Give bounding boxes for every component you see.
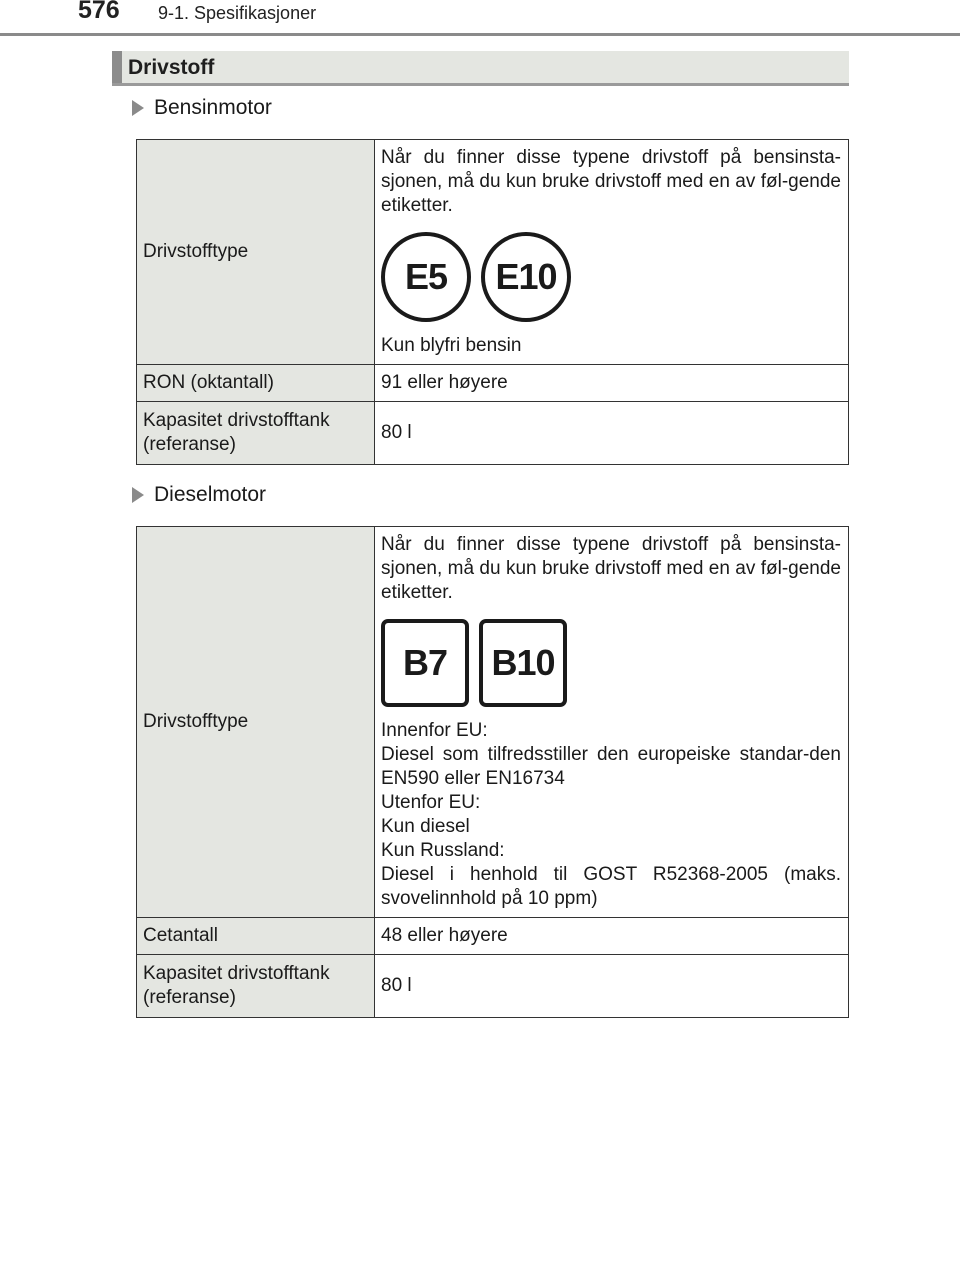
section-title: Drivstoff [128,56,215,79]
tank-capacity-value: 80 l [375,402,849,465]
fuel-label-set [381,232,841,322]
section-heading-bar [112,51,849,86]
diesel-heading-text: Dieselmotor [154,483,267,506]
note-line: Utenfor EU: [381,792,481,813]
chapter-title: 9-1. Spesifikasjoner [158,3,317,23]
page-number: 576 [78,0,120,24]
petrol-heading-text: Bensinmotor [154,96,272,119]
ron-label: RON (oktantall) [137,365,375,402]
cetane-label: Cetantall [137,918,375,955]
fuel-label-e10-icon: E10 [481,232,571,322]
fuel-type-value [375,140,849,365]
cetane-value: 48 eller høyere [375,918,849,955]
fuel-label-e5-icon: E5 [381,232,471,322]
note-line: Diesel i henhold til GOST R52368-2005 (maks. svovelinnhold på 10 ppm) [381,864,841,909]
table-row [137,918,849,955]
note-line: Kun Russland: [381,840,505,861]
table-row [137,140,849,365]
fuel-label-set [381,619,841,707]
note-line: Diesel som tilfredsstiller den europeiske standar-den EN590 eller EN16734 [381,744,841,789]
fuel-type-label: Drivstofftype [137,140,375,365]
fuel-type-label: Drivstofftype [137,527,375,918]
table-row [137,955,849,1018]
fuel-type-intro: Når du finner disse typene drivstoff på bensinsta-sjonen, må du kun bruke drivstoff med en av føl-gende etiketter. [381,147,841,216]
petrol-spec-table [136,139,849,465]
tank-capacity-label: Kapasitet drivstofftank (referanse) [137,402,375,465]
fuel-type-intro: Når du finner disse typene drivstoff på bensinsta-sjonen, må du kun bruke drivstoff med en av føl-gende etiketter. [381,534,841,603]
fuel-type-note: Kun blyfri bensin [381,335,522,356]
fuel-label-b10-icon: B10 [479,619,567,707]
note-line: Innenfor EU: [381,720,488,741]
ron-value: 91 eller høyere [375,365,849,402]
table-row [137,365,849,402]
table-row [137,527,849,918]
triangle-bullet-icon [132,487,144,503]
diesel-spec-table [136,526,849,1018]
tank-capacity-value: 80 l [375,955,849,1018]
tank-capacity-label: Kapasitet drivstofftank (referanse) [137,955,375,1018]
note-line: Kun diesel [381,816,470,837]
header-rule [0,33,960,36]
triangle-bullet-icon [132,100,144,116]
petrol-heading [132,96,272,120]
diesel-heading [132,483,266,507]
fuel-label-b7-icon: B7 [381,619,469,707]
section-accent [112,51,122,83]
fuel-type-value [375,527,849,918]
table-row [137,402,849,465]
